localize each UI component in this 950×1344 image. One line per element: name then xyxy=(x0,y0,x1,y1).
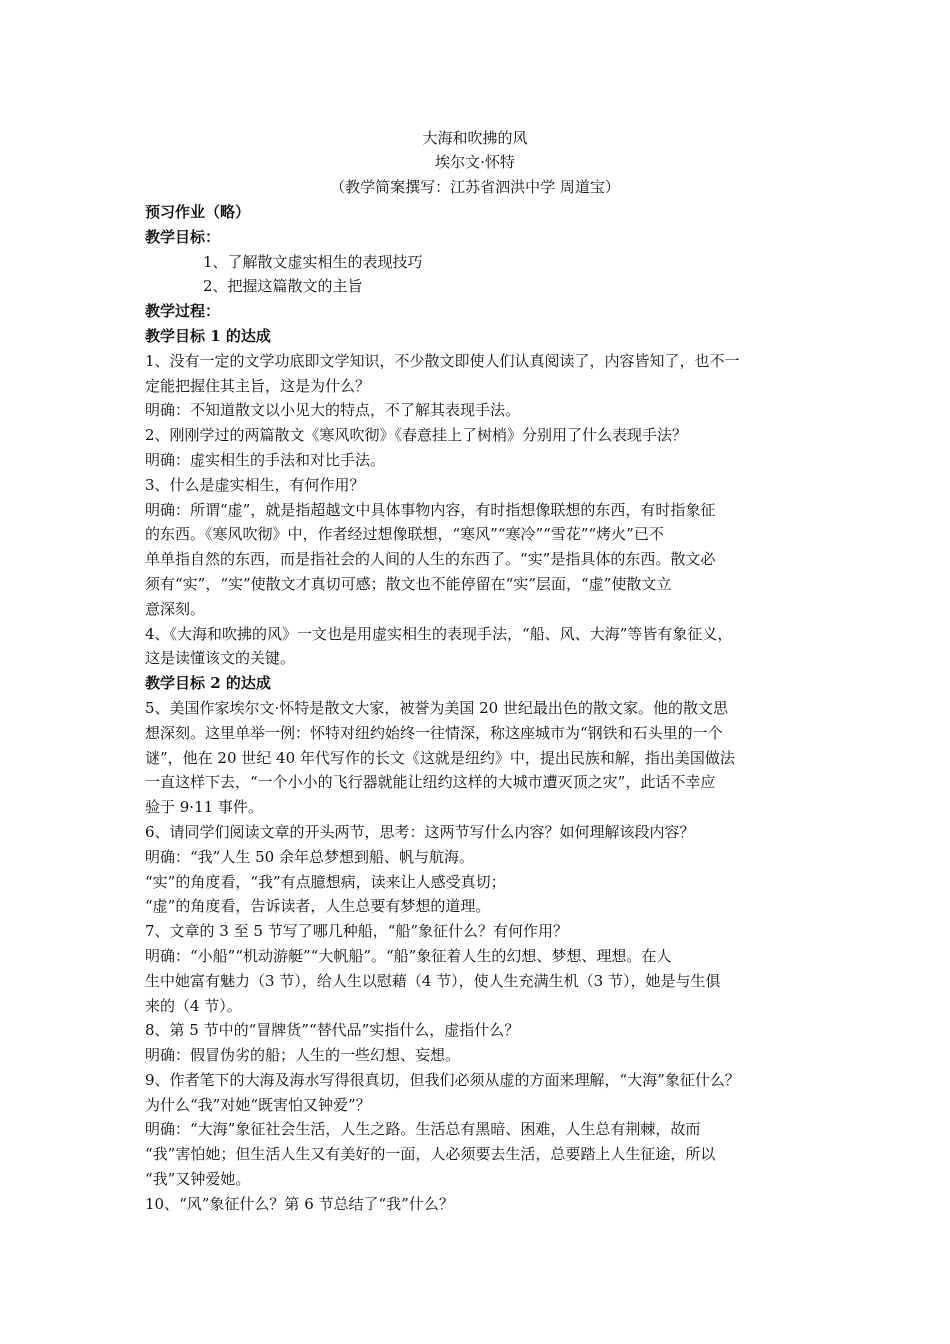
body-line: 想深刻。这里单举一例：怀特对纽约始终一往情深，称这座城市为“钢铁和石头里的一个 xyxy=(145,723,723,742)
body-line: 须有“实”，“实”使散文才真切可感；散文也不能停留在“实”层面，“虚”使散文立 xyxy=(145,574,672,593)
body-line: 4、《大海和吹拂的风》一文也是用虚实相生的表现手法，“船、风、大海”等皆有象征义， xyxy=(145,624,733,643)
body-line: 一直这样下去，“一个小小的飞行器就能让纽约这样的大城市遭灭顶之灾”，此话不幸应 xyxy=(145,773,716,792)
objective-item: 1、了解散文虚实相生的表现技巧 xyxy=(203,252,423,271)
body-line: 验于 9·11 事件。 xyxy=(145,798,263,817)
body-line: 谜”，他在 20 世纪 40 年代写作的长文《这就是纽约》中，提出民族和解，指出美国做法 xyxy=(145,748,735,767)
body-line: “虚”的角度看，告诉读者，人生总要有梦想的道理。 xyxy=(145,897,491,916)
body-line: 1、没有一定的文学功底即文学知识，不少散文即使人们认真阅读了，内容皆知了，也不一 xyxy=(145,351,740,370)
body-line: “我”害怕她；但生活人生又有美好的一面，人必须要去生活，总要踏上人生征途，所以 xyxy=(145,1145,716,1164)
body-line: 的东西。《寒风吹彻》中，作者经过想像联想，“寒风”“寒冷”“雪花”“烤火”已不 xyxy=(145,525,664,544)
body-line: 明确：假冒伪劣的船；人生的一些幻想、妄想。 xyxy=(145,1046,461,1065)
body-line: 3、什么是虚实相生，有何作用？ xyxy=(145,475,365,494)
body-line: 来的（4 节）。 xyxy=(145,996,242,1015)
section-heading: 预习作业（略） xyxy=(145,203,251,221)
body-line: 2、刚刚学过的两篇散文《寒风吹彻》《春意挂上了树梢》分别用了什么表现手法？ xyxy=(145,426,688,445)
body-line: 意深刻。 xyxy=(145,599,206,618)
body-line: 8、第 5 节中的“冒牌货”“替代品”实指什么，虚指什么？ xyxy=(145,1021,520,1040)
document-note: （教学简案撰写：江苏省泗洪中学 周道宝） xyxy=(330,178,620,196)
body-line: 9、作者笔下的大海及海水写得很真切，但我们必须从虚的方面来理解，“大海”象征什么？ xyxy=(145,1070,740,1089)
body-line: 生中她富有魅力（3 节），给人生以慰藉（4 节），使人生充满生机（3 节），她是与生俱 xyxy=(145,971,721,990)
body-line: 6、请同学们阅读文章的开头两节，思考：这两节写什么内容？如何理解该段内容？ xyxy=(145,822,695,841)
body-line: 为什么“我”对她“既害怕又钟爱”？ xyxy=(145,1095,371,1114)
section-heading: 教学过程： xyxy=(145,302,221,321)
body-line: 7、文章的 3 至 5 节写了哪几种船，“船”象征什么？有何作用？ xyxy=(145,922,569,941)
body-line: 明确：“我”人生 50 余年总梦想到船、帆与航海。 xyxy=(145,847,474,866)
body-line: 定能把握住其主旨，这是为什么？ xyxy=(145,376,371,395)
section-heading: 教学目标 2 的达成 xyxy=(145,674,271,693)
body-line: “我”又钟爱她。 xyxy=(145,1170,251,1189)
document-author: 埃尔文·怀特 xyxy=(435,153,515,171)
body-line: 明确：不知道散文以小见大的特点，不了解其表现手法。 xyxy=(145,401,521,420)
body-line: 10、“风”象征什么？第 6 节总结了“我”什么？ xyxy=(145,1194,454,1213)
objective-item: 2、把握这篇散文的主旨 xyxy=(203,277,363,296)
section-heading: 教学目标： xyxy=(145,227,221,246)
body-line: 单单指自然的东西，而是指社会的人间的人生的东西了。“实”是指具体的东西。散文必 xyxy=(145,550,716,569)
body-line: 这是读懂该文的关键。 xyxy=(145,649,296,668)
document-title: 大海和吹拂的风 xyxy=(422,129,528,147)
body-line: 明确：“大海”象征社会生活，人生之路。生活总有黑暗、困难，人生总有荆棘，故而 xyxy=(145,1120,701,1139)
body-line: 5、美国作家埃尔文·怀特是散文大家，被誉为美国 20 世纪最出色的散文家。他的散文思 xyxy=(145,698,728,717)
body-line: “实”的角度看，“我”有点臆想病，读来让人感受真切； xyxy=(145,872,506,891)
body-line: 明确：所谓“虚”，就是指超越文中具体事物内容，有时指想像联想的东西，有时指象征 xyxy=(145,500,716,519)
document-body xyxy=(145,200,815,1217)
body-line: 明确：虚实相生的手法和对比手法。 xyxy=(145,450,386,469)
section-heading: 教学目标 1 的达成 xyxy=(145,326,271,345)
body-line: 明确：“小船”“机动游艇”“大帆船”。“船”象征着人生的幻想、梦想、理想。在人 xyxy=(145,946,672,965)
